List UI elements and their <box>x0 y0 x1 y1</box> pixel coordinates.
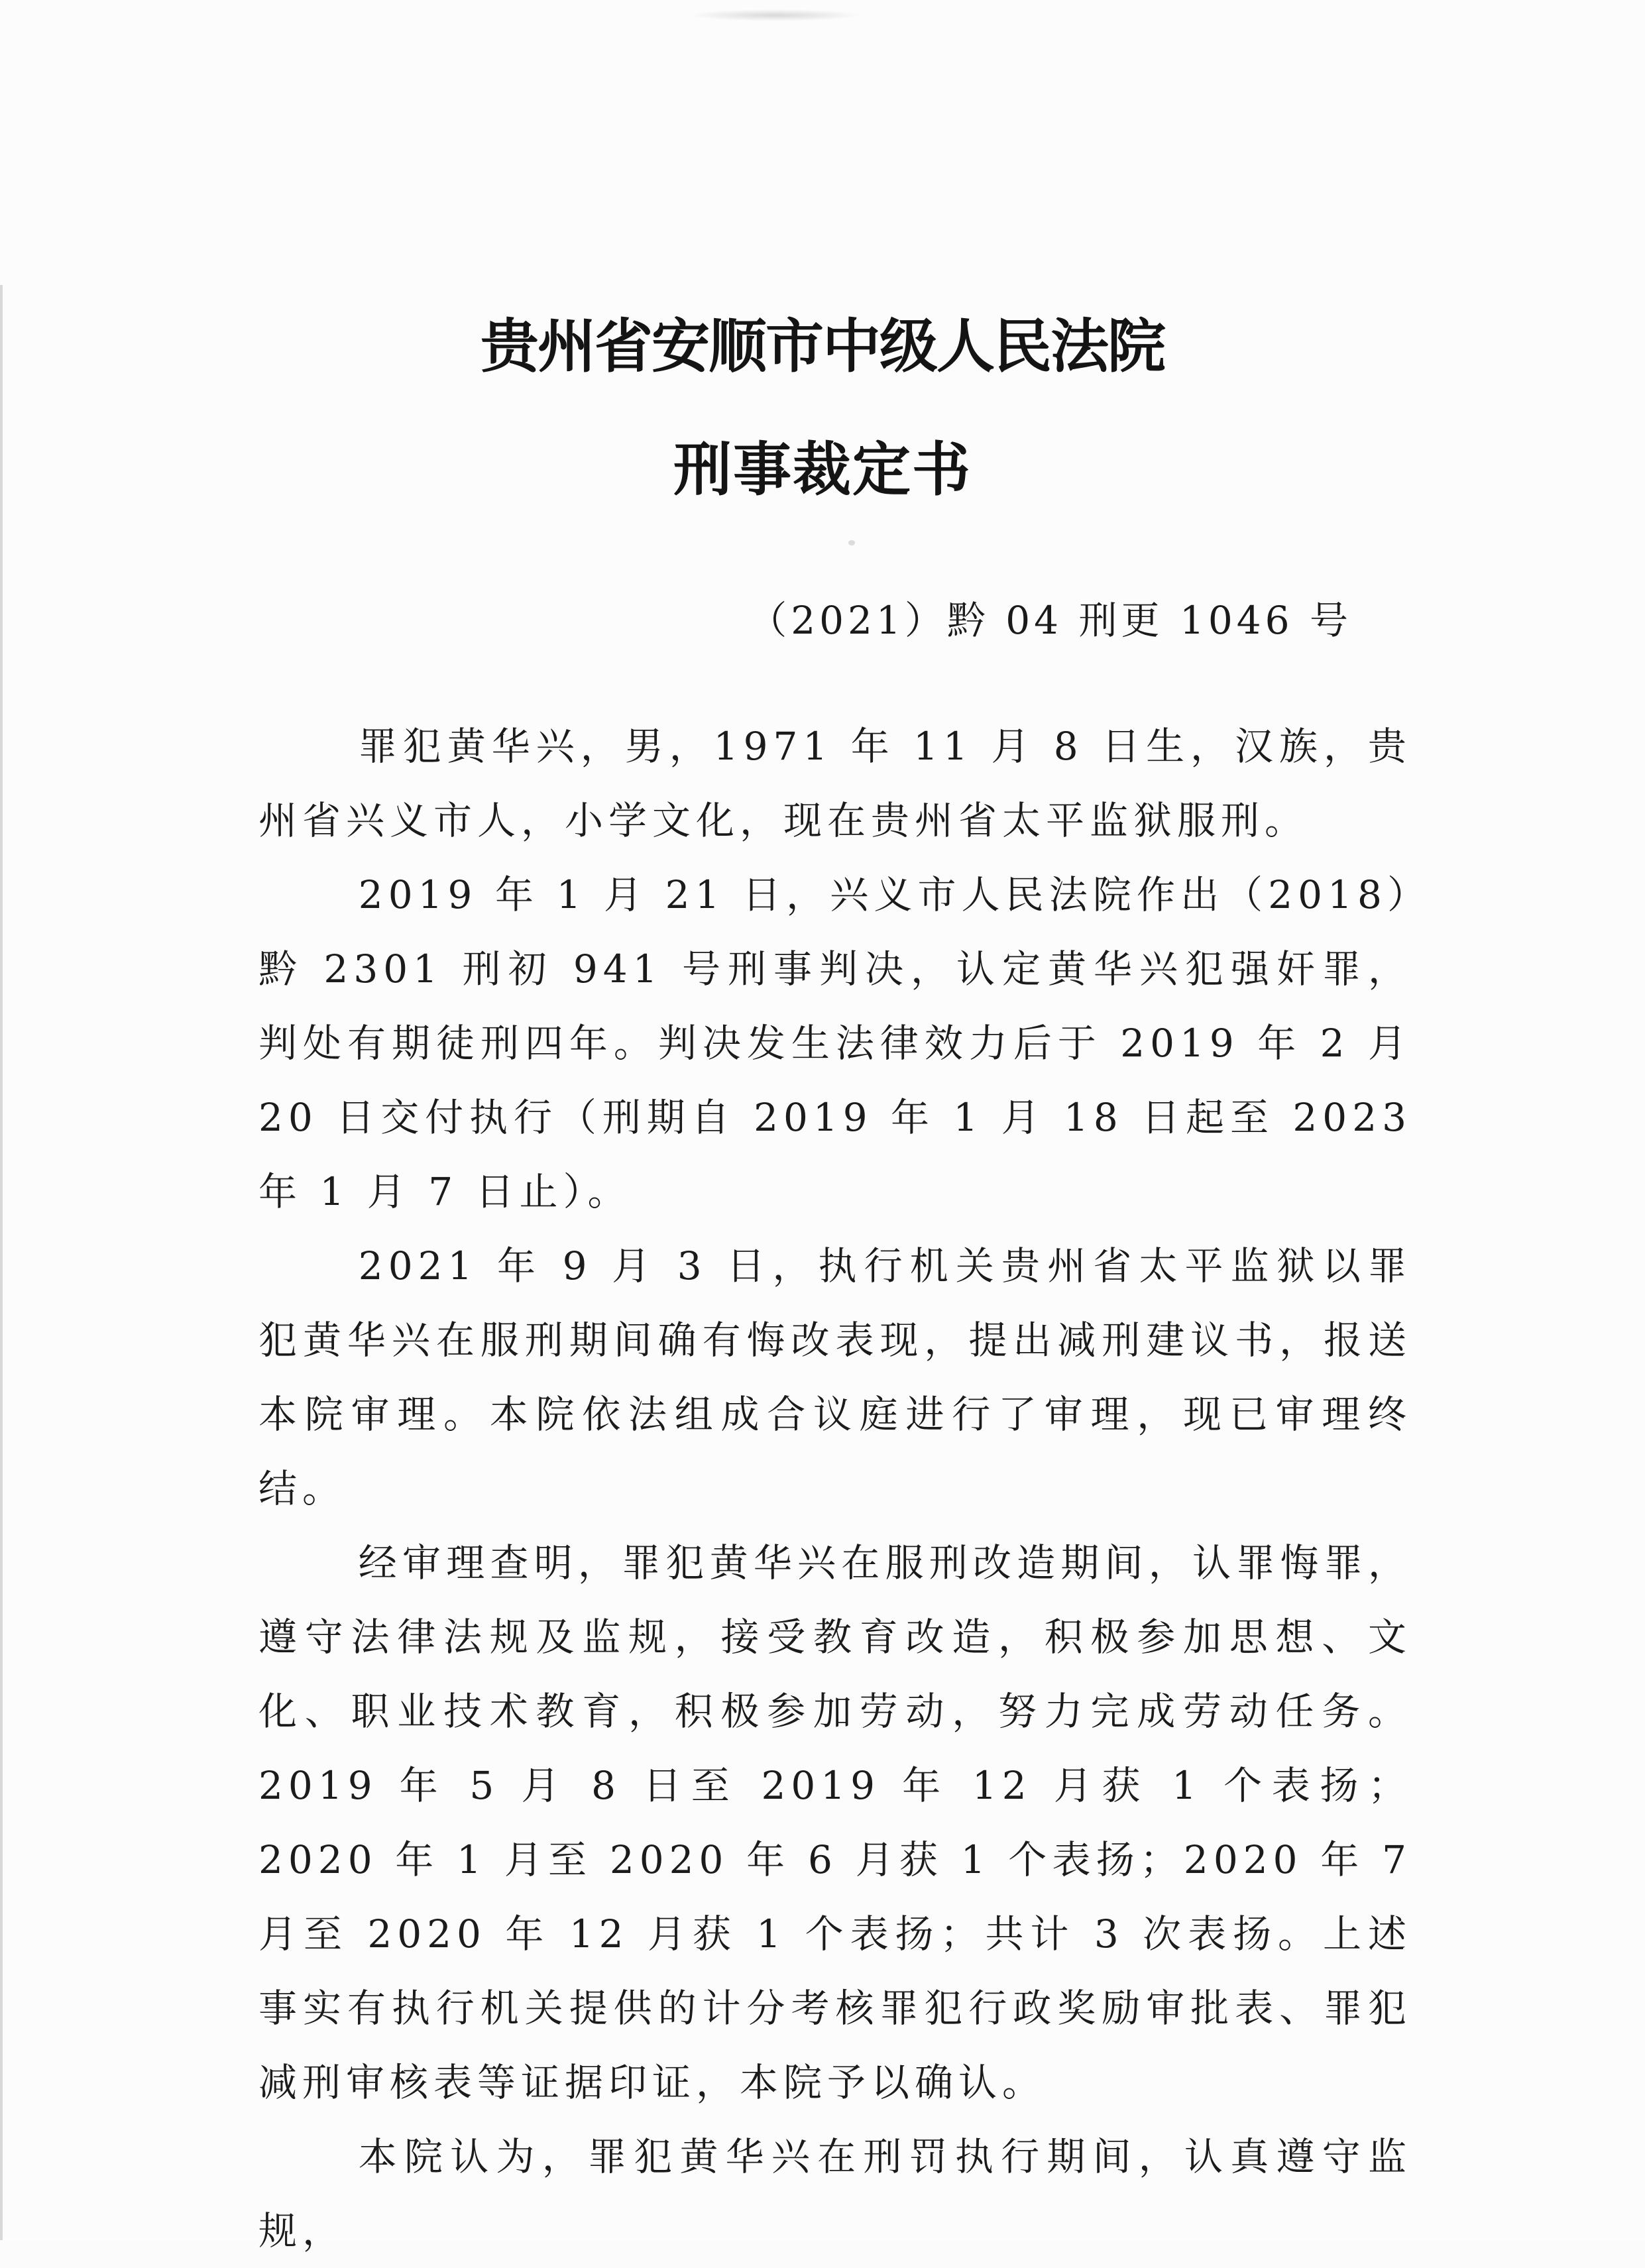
paragraph-court-opinion: 本院认为，罪犯黄华兴在刑罚执行期间，认真遵守监规， <box>258 2134 1412 2253</box>
paragraph-commutation-proposal: 2021 年 9 月 3 日，执行机关贵州省太平监狱以罪犯黄华兴在服刑期间确有悔改表现，提出减刑建议书，报送本院审理。本院依法组成合议庭进行了审理，现已审理终结。 <box>258 1243 1412 1511</box>
paragraph-defendant-info: 罪犯黄华兴，男，1971 年 11 月 8 日生，汉族，贵州省兴义市人，小学文化，现在贵州省太平监狱服刑。 <box>258 724 1412 843</box>
case-number: （2021）黔 04 刑更 1046 号 <box>748 598 1352 643</box>
scan-speck <box>848 540 855 545</box>
document-type: 刑事裁定书 <box>673 435 972 504</box>
paragraph-original-judgment: 2019 年 1 月 21 日，兴义市人民法院作出（2018）黔 2301 刑初 941 号刑事判决，认定黄华兴犯强奸罪，判处有期徒刑四年。判决发生法律效力后于 2019 年 2 月 20 日交付执行（刑期自 2019 年 1 月 18 日起至 2023 年 1 月 7 日止）。 <box>258 872 1412 1214</box>
scan-edge-left <box>0 285 3 2240</box>
court-name: 贵州省安顺市中级人民法院 <box>480 312 1164 380</box>
ruling-body <box>258 709 1412 2268</box>
paragraph-findings: 经审理查明，罪犯黄华兴在服刑改造期间，认罪悔罪，遵守法律法规及监规，接受教育改造，积极参加思想、文化、职业技术教育，积极参加劳动，努力完成劳动任务。2019 年 5 月 8 日至 2019 年 12 月获 1 个表扬；2020 年 1 月至 2020 年 6 月获 1 个表扬；2020 年 7 月至 2020 年 12 月获 1 个表扬；共计 3 次表扬。上述事实有执行机关提供的计分考核罪犯行政奖励审批表、罪犯减刑审核表等证据印证，本院予以确认。 <box>258 1540 1412 2105</box>
scan-artifact-top <box>689 9 862 21</box>
